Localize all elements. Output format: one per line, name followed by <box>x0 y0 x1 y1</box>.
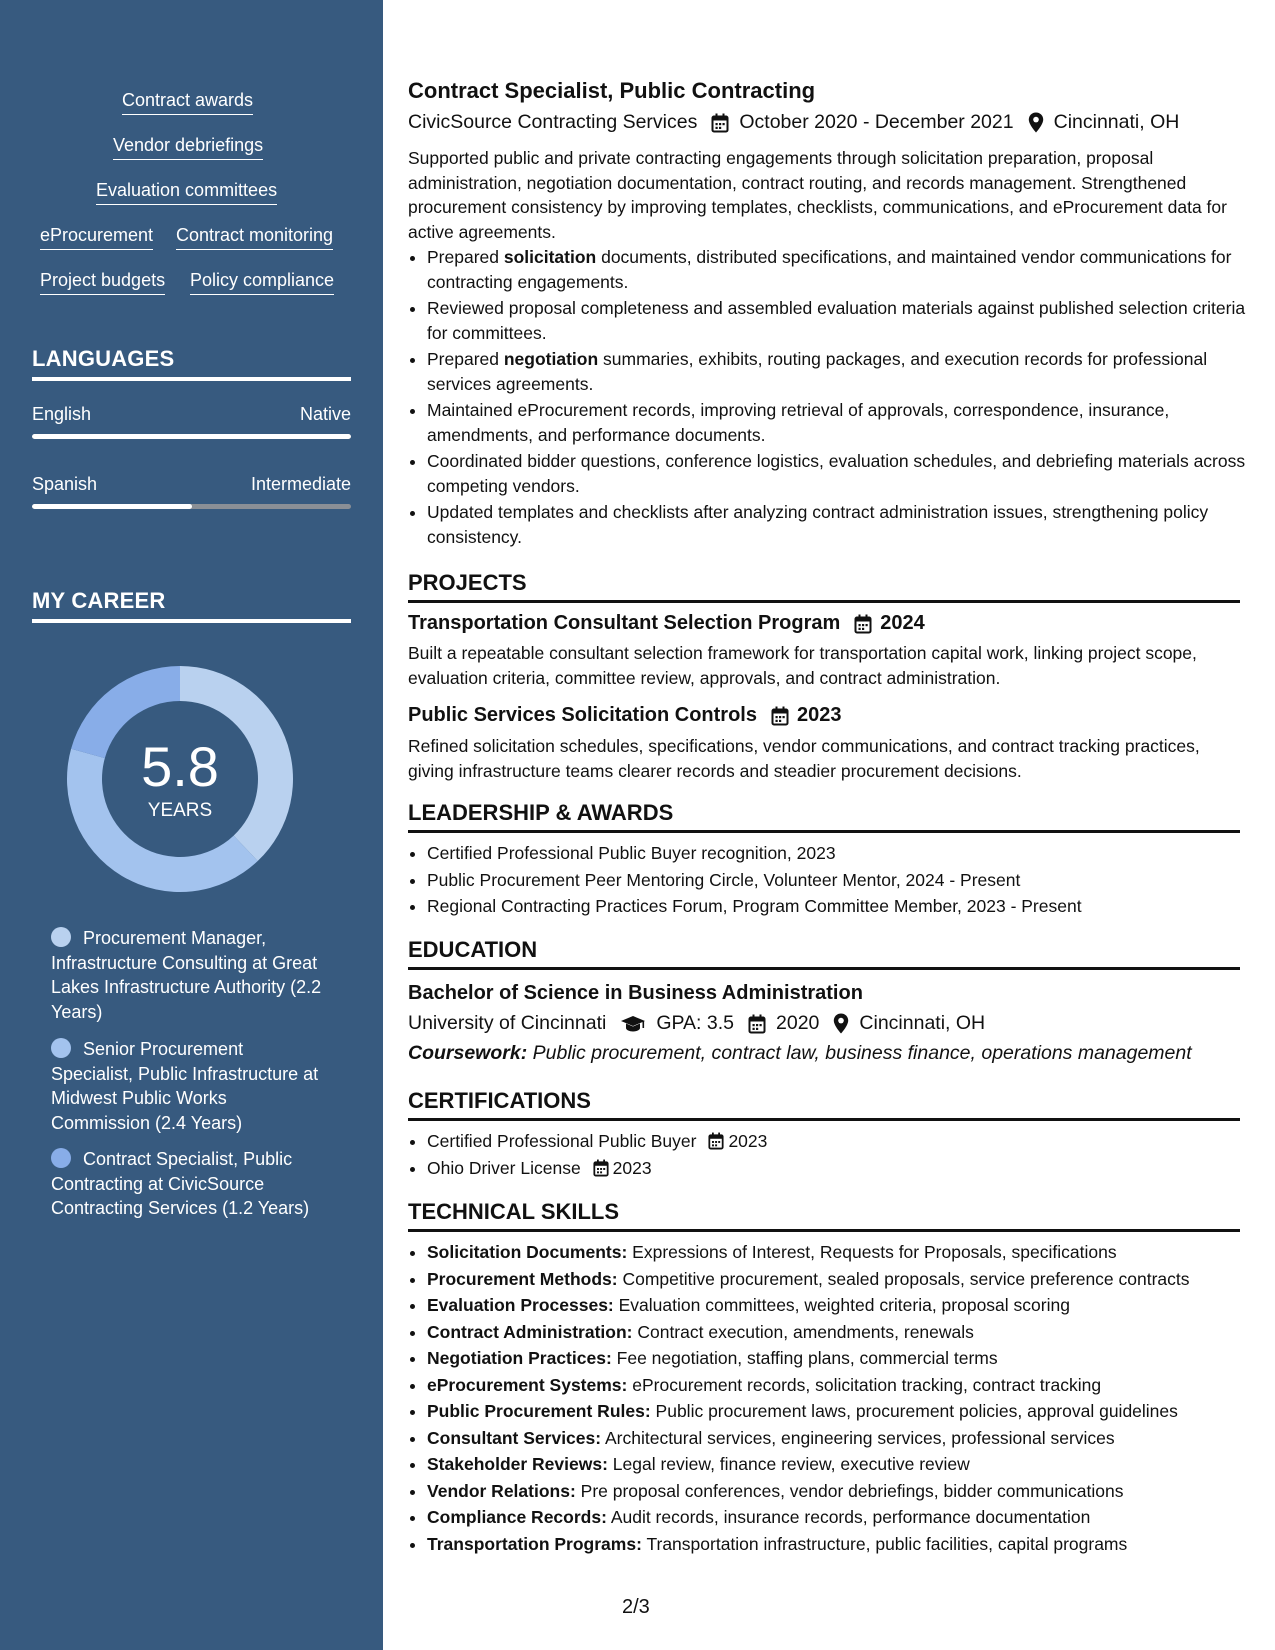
job-meta <box>408 111 1179 134</box>
career-legend-dot <box>51 1038 71 1058</box>
certifications-heading: CERTIFICATIONS <box>408 1088 1240 1121</box>
school-name: University of Cincinnati <box>408 1012 607 1034</box>
education-heading: EDUCATION <box>408 937 1240 970</box>
leadership-list <box>408 841 1259 921</box>
project-title: Public Services Solicitation Controls 2023 <box>408 704 842 726</box>
company-name: CivicSource Contracting Services <box>408 111 698 133</box>
location-pin-icon <box>833 1013 849 1034</box>
skill-item: • Transportation Programs: Transportation infrastructure, public facilities, capital programs <box>427 1532 1259 1557</box>
location-pin-icon <box>1028 112 1044 133</box>
gpa: GPA: 3.5 <box>656 1012 735 1034</box>
skill-chip: Vendor debriefings <box>113 134 263 160</box>
language-bar <box>32 504 351 509</box>
graduation-year: 2020 <box>776 1012 820 1034</box>
school-location: Cincinnati, OH <box>859 1012 986 1034</box>
skill-item: • Negotiation Practices: Fee negotiation, staffing plans, commercial terms <box>427 1346 1259 1371</box>
skill-item: • Procurement Methods: Competitive procurement, sealed proposals, service preference contracts <box>427 1267 1259 1292</box>
calendar-icon <box>593 1159 609 1177</box>
degree-title: Bachelor of Science in Business Administration <box>408 982 863 1004</box>
language-level: Intermediate <box>250 474 351 494</box>
career-total-unit: YEARS <box>147 800 213 821</box>
career-item-text: Senior Procurement Specialist, Public Infrastructure at Midwest Public Works Commission (2.4 Years) <box>51 1039 319 1133</box>
leadership-item: • Public Procurement Peer Mentoring Circle, Volunteer Mentor, 2024 - Present <box>427 868 1259 893</box>
career-item-text: Contract Specialist, Public Contracting at CivicSource Contracting Services (1.2 Years) <box>51 1149 310 1218</box>
career-item <box>51 1037 326 1135</box>
job-bullet: • Prepared solicitation documents, distributed specifications, and maintained vendor communications for contracting engagements. <box>427 245 1259 294</box>
calendar-icon <box>708 1132 724 1150</box>
language-bar <box>32 434 351 439</box>
career-legend-dot <box>51 927 71 947</box>
skill-chip: Evaluation committees <box>96 179 277 205</box>
education-meta <box>408 1012 985 1035</box>
language-name: English <box>32 404 92 424</box>
language-level: Native <box>299 404 351 424</box>
skill-chip: eProcurement <box>40 224 153 250</box>
career-heading: MY CAREER <box>32 588 351 623</box>
job-summary: Supported public and private contracting engagements through solicitation preparation, proposal administration, negotiation documentation, contract routing, and records management. Strengthened procurement consistency by improving templates, checklists, communications, and eProcurement data for active agreements. <box>408 148 1227 242</box>
skill-item: • Public Procurement Rules: Public procurement laws, procurement policies, approval guidelines <box>427 1399 1259 1424</box>
skill-chip: Contract awards <box>122 89 253 115</box>
career-item <box>51 1147 326 1221</box>
sidebar <box>0 0 383 1650</box>
languages-heading: LANGUAGES <box>32 346 351 381</box>
job-dates: October 2020 - December 2021 <box>739 111 1014 133</box>
skill-item: • Contract Administration: Contract execution, amendments, renewals <box>427 1320 1259 1345</box>
skill-chip: Contract monitoring <box>176 224 333 250</box>
project-year: 2024 <box>880 612 925 634</box>
coursework-list: Public procurement, contract law, business finance, operations management <box>532 1042 1192 1064</box>
career-item-text: Procurement Manager, Infrastructure Consulting at Great Lakes Infrastructure Authority (2.2 Years) <box>51 928 322 1022</box>
leadership-item: • Certified Professional Public Buyer recognition, 2023 <box>427 841 1259 866</box>
job-title: Contract Specialist, Public Contracting <box>408 78 816 103</box>
page-number: 2/3 <box>622 1596 650 1618</box>
job-bullet: • Coordinated bidder questions, conference logistics, evaluation schedules, and debriefing materials across competing vendors. <box>427 449 1259 498</box>
skill-item: • Compliance Records: Audit records, insurance records, performance documentation <box>427 1505 1259 1530</box>
language-bar-fill <box>32 504 192 509</box>
job-bullet: • Prepared negotiation summaries, exhibits, routing packages, and execution records for professional services agreements. <box>427 347 1259 396</box>
skill-chip: Policy compliance <box>190 269 334 295</box>
job-bullet: • Updated templates and checklists after analyzing contract administration issues, strengthening policy consistency. <box>427 500 1259 549</box>
language-bar-fill <box>32 434 351 439</box>
graduation-cap-icon <box>620 1015 646 1033</box>
career-legend-dot <box>51 1148 71 1168</box>
projects-heading: PROJECTS <box>408 570 1240 603</box>
certification-item <box>427 1129 1259 1154</box>
skill-chip: Project budgets <box>40 269 165 295</box>
skill-item: • Solicitation Documents: Expressions of Interest, Requests for Proposals, specifications <box>427 1240 1259 1265</box>
project-year: 2023 <box>796 704 842 726</box>
job-bullet: • Maintained eProcurement records, improving retrieval of approvals, correspondence, insurance, amendments, and performance documents. <box>427 398 1259 447</box>
calendar-icon <box>854 614 872 634</box>
job-bullets <box>408 245 1259 551</box>
technical-skills-heading: TECHNICAL SKILLS <box>408 1199 1240 1232</box>
certification-name: • Ohio Driver License <box>427 1157 581 1178</box>
certification-year: 2023 <box>728 1131 768 1151</box>
certification-name: • Certified Professional Public Buyer <box>427 1131 697 1151</box>
certification-year: 2023 <box>612 1157 652 1178</box>
skill-item: • Vendor Relations: Pre proposal conferences, vendor debriefings, bidder communications <box>427 1479 1259 1504</box>
leadership-heading: LEADERSHIP & AWARDS <box>408 800 1240 833</box>
language-name: Spanish <box>32 474 98 494</box>
leadership-item: • Regional Contracting Practices Forum, Program Committee Member, 2023 - Present <box>427 894 1259 919</box>
certification-item <box>427 1156 1259 1181</box>
skill-item: • Evaluation Processes: Evaluation committees, weighted criteria, proposal scoring <box>427 1293 1259 1318</box>
project-title: Transportation Consultant Selection Program 2024 <box>408 612 925 634</box>
skill-item: • Consultant Services: Architectural services, engineering services, professional services <box>427 1426 1259 1451</box>
calendar-icon <box>771 706 789 726</box>
job-location: Cincinnati, OH <box>1053 111 1180 133</box>
project-description: Built a repeatable consultant selection framework for transportation capital work, linking project scope, evaluation criteria, committee review, approvals, and contract administration. <box>408 643 1197 688</box>
skill-item: • Stakeholder Reviews: Legal review, finance review, executive review <box>427 1452 1259 1477</box>
technical-skills-list <box>408 1240 1259 1558</box>
career-item <box>51 926 326 1024</box>
career-total-years: 5.8 <box>141 735 219 798</box>
calendar-icon <box>711 113 729 133</box>
job-bullet: • Reviewed proposal completeness and assembled evaluation materials against published selection criteria for committees. <box>427 296 1259 345</box>
project-description: Refined solicitation schedules, specifications, vendor communications, and contract tracking practices, giving infrastructure teams clearer records and steadier procurement decisions. <box>408 736 1200 781</box>
coursework <box>408 1042 1192 1065</box>
certifications-list <box>408 1129 1259 1182</box>
skill-item: • eProcurement Systems: eProcurement records, solicitation tracking, contract tracking <box>427 1373 1259 1398</box>
coursework-label: Coursework: <box>408 1042 528 1064</box>
calendar-icon <box>748 1014 766 1034</box>
